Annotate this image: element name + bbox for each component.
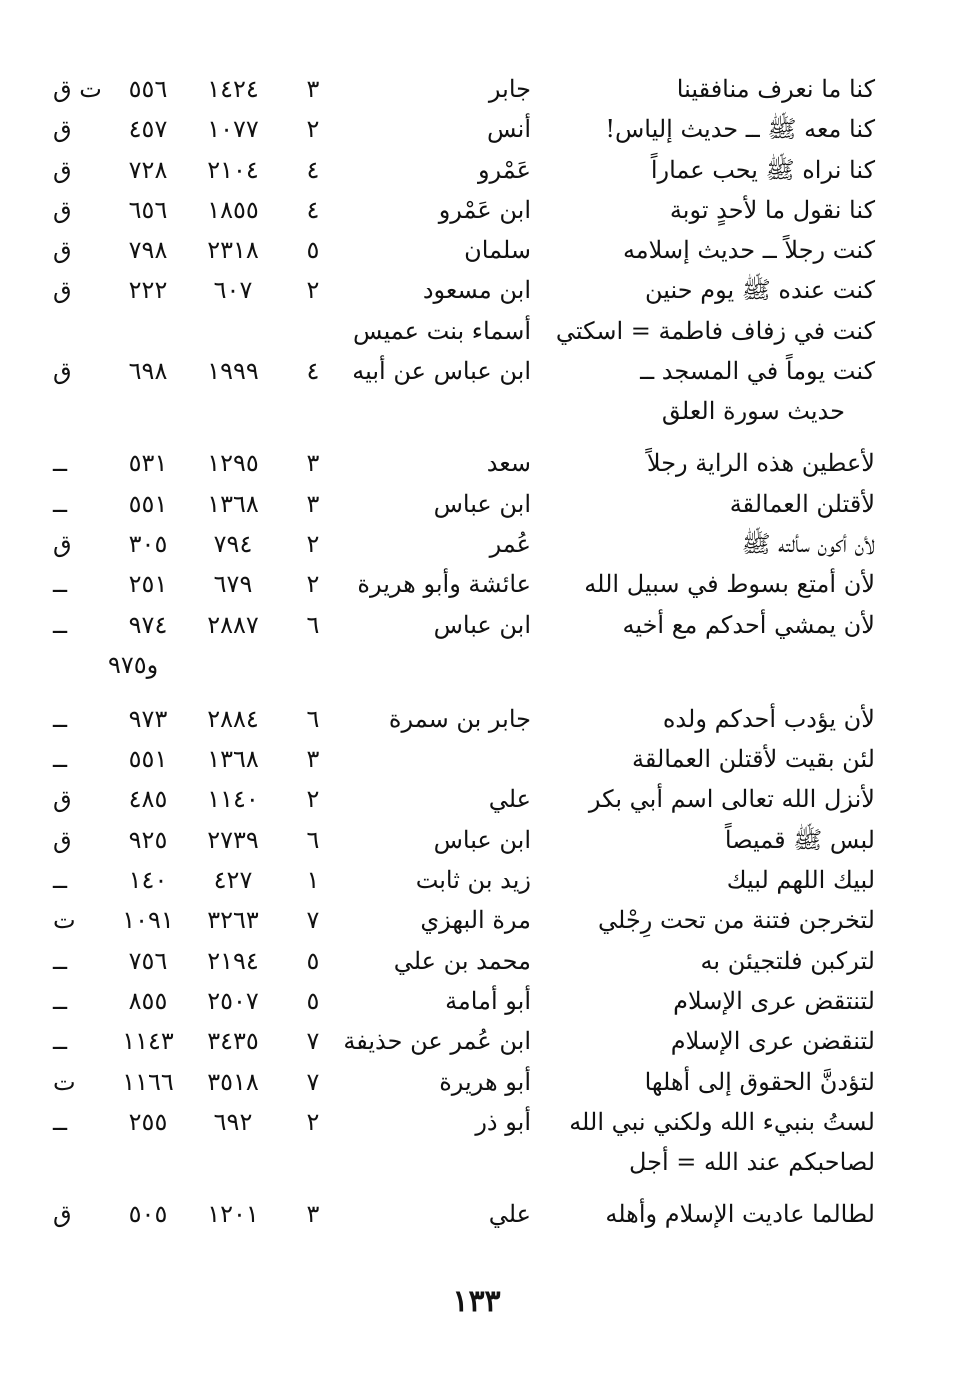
- hadith-number: ٢٨٨٤: [207, 704, 259, 733]
- page-ref: ٧٢٨: [128, 155, 168, 184]
- narrator: ابن عَمْرو: [438, 195, 531, 224]
- source-code: ــ: [53, 704, 68, 733]
- hadith-number: ١٩٩٩: [207, 357, 259, 386]
- hadith-text: لتؤدنَّ الحقوق إلى أهلها: [644, 1067, 875, 1096]
- volume: ٢: [306, 276, 320, 305]
- hadith-text: لستُ بنبيء الله ولكني نبي الله: [569, 1107, 875, 1136]
- source-code: ق: [53, 276, 72, 305]
- narrator: مرة البهزي: [420, 906, 531, 935]
- source-code: ــ: [53, 745, 68, 774]
- narrator: أبو أمامة: [445, 986, 531, 1015]
- hadith-text: لأن أمتع بسوط في سبيل الله: [584, 570, 875, 599]
- volume: ٣: [306, 745, 320, 774]
- source-code: ــ: [53, 1027, 68, 1056]
- page-ref: ٤٨٥: [128, 785, 168, 814]
- volume: ٣: [306, 449, 320, 478]
- page-ref: ٤٥٧: [128, 115, 168, 144]
- hadith-text: كنا ما نعرف منافقينا: [676, 75, 875, 103]
- narrator: جابر: [488, 75, 531, 103]
- page-ref: ٢٥٥: [128, 1107, 168, 1136]
- table-row: [0, 229, 953, 269]
- narrator: سعد: [486, 449, 531, 478]
- narrator: علي: [488, 785, 531, 814]
- source-code: ت: [53, 906, 76, 935]
- hadith-number: ١٢٠١: [207, 1200, 259, 1229]
- source-code: ق: [53, 236, 72, 265]
- hadith-text: لأن يمشي أحدكم مع أخيه: [622, 610, 875, 639]
- hadith-number: ٢٣١٨: [207, 236, 259, 265]
- narrator: عائشة وأبو هريرة: [357, 570, 531, 599]
- table-row: [0, 68, 953, 108]
- source-code: ت ق: [53, 75, 102, 103]
- page-ref: ٦٩٨: [128, 357, 168, 386]
- hadith-number: ١٤٢٤: [207, 75, 259, 103]
- table-row: [0, 269, 953, 309]
- table-row: [0, 604, 953, 644]
- hadith-index-table: [0, 68, 953, 1233]
- volume: ١: [306, 866, 320, 895]
- page-ref: ٣٠٥: [128, 529, 168, 558]
- page-ref: ٥٠٥: [128, 1200, 168, 1229]
- hadith-number: ٢٥٠٧: [207, 986, 259, 1015]
- hadith-number: ٤٢٧: [213, 866, 253, 895]
- hadith-text: كنا معه ﷺ ــ حديث إلياس!: [605, 115, 875, 144]
- hadith-text-continuation: حديث سورة العلق: [661, 397, 845, 426]
- hadith-text: لتركبن فلتجيئن به: [700, 946, 875, 975]
- hadith-number: ١٨٥٥: [207, 195, 259, 224]
- hadith-number: ٣٤٣٥: [207, 1027, 259, 1056]
- hadith-text: كنت يوماً في المسجد ــ: [640, 357, 875, 386]
- volume: ٥: [306, 946, 320, 975]
- volume: ٧: [306, 1027, 320, 1056]
- hadith-text: لأنزل الله تعالى اسم أبي بكر: [588, 785, 875, 814]
- hadith-text: لتنتقض عرى الإسلام: [673, 986, 875, 1015]
- table-row-continuation: [0, 1141, 953, 1193]
- page-ref: ٩٢٥: [128, 825, 168, 854]
- source-code: ق: [53, 357, 72, 386]
- table-row: [0, 778, 953, 818]
- table-row: [0, 899, 953, 939]
- source-code: ق: [53, 195, 72, 224]
- hadith-number: ١٣٦٨: [207, 489, 259, 518]
- hadith-text-continuation: لصاحبكم عند الله = أجل: [629, 1148, 875, 1177]
- narrator: ابن عباس: [433, 610, 531, 639]
- narrator: أسماء بنت عميس: [352, 316, 531, 345]
- hadith-number: ٢٨٨٧: [207, 610, 259, 639]
- table-row: [0, 563, 953, 603]
- hadith-number: ٢١٩٤: [207, 946, 259, 975]
- hadith-number: ١٣٦٨: [207, 745, 259, 774]
- volume: ٦: [306, 825, 320, 854]
- volume: ٥: [306, 986, 320, 1015]
- page-ref: ٩٧٤: [128, 610, 168, 639]
- source-code: ق: [53, 1200, 72, 1229]
- narrator: ابن عباس: [433, 825, 531, 854]
- narrator: أبو هريرة: [439, 1067, 531, 1096]
- hadith-text: لأقتلن العمالقة: [729, 489, 875, 518]
- volume: ٣: [306, 1200, 320, 1229]
- hadith-text: لطالما عاديت الإسلام وأهله: [605, 1200, 875, 1229]
- table-row: [0, 1020, 953, 1060]
- hadith-number: ٢١٠٤: [207, 155, 259, 184]
- page-ref: ٢٢٢: [128, 276, 168, 305]
- narrator: أبو ذر: [475, 1107, 531, 1136]
- table-row: [0, 310, 953, 350]
- hadith-text: كنا نقول ما لأحدٍ توبة: [669, 195, 875, 224]
- narrator: علي: [488, 1200, 531, 1229]
- volume: ٧: [306, 906, 320, 935]
- volume: ٧: [306, 1067, 320, 1096]
- hadith-number: ١١٤٠: [207, 785, 259, 814]
- volume: ٣: [306, 75, 320, 103]
- table-row-continuation: [0, 390, 953, 442]
- table-row: [0, 940, 953, 980]
- hadith-text: لتنقضن عرى الإسلام: [670, 1027, 875, 1056]
- hadith-text: لتخرجن فتنة من تحت رِجْلي: [598, 906, 875, 935]
- table-row: [0, 859, 953, 899]
- table-row: [0, 483, 953, 523]
- volume: ٦: [306, 610, 320, 639]
- page-ref: ١١٤٣: [122, 1027, 174, 1056]
- source-code: ــ: [53, 946, 68, 975]
- hadith-number: ٦٧٩: [213, 570, 253, 599]
- hadith-text: لبيك اللهم لبيك: [726, 866, 875, 895]
- page-ref: ٥٣١: [128, 449, 168, 478]
- source-code: ق: [53, 785, 72, 814]
- hadith-number: ٧٩٤: [213, 529, 253, 558]
- volume: ٤: [306, 357, 320, 386]
- page-ref: ٦٥٦: [128, 195, 168, 224]
- page-ref: ٩٧٣: [128, 704, 168, 733]
- volume: ٣: [306, 489, 320, 518]
- page-ref: ١٠٩١: [122, 906, 174, 935]
- source-code: ق: [53, 115, 72, 144]
- narrator: ابن عُمر عن حذيفة: [343, 1027, 531, 1056]
- volume: ٢: [306, 785, 320, 814]
- table-row: [0, 108, 953, 148]
- source-code: ــ: [53, 986, 68, 1015]
- page-ref: ٢٥١: [128, 570, 168, 599]
- hadith-number: ٦٩٢: [213, 1107, 253, 1136]
- source-code: ــ: [53, 866, 68, 895]
- page-ref: ١٤٠: [128, 866, 168, 895]
- table-row: [0, 350, 953, 390]
- table-row: [0, 523, 953, 563]
- source-code: ــ: [53, 449, 68, 478]
- hadith-text: لأن أكون سألته ﷺ: [741, 529, 875, 558]
- page-ref: ٨٥٥: [128, 986, 168, 1015]
- narrator: زيد بن ثابت: [415, 866, 531, 895]
- source-code: ق: [53, 529, 72, 558]
- volume: ٢: [306, 570, 320, 599]
- volume: ٤: [306, 155, 320, 184]
- table-row: [0, 189, 953, 229]
- volume: ٢: [306, 115, 320, 144]
- narrator: ابن عباس: [433, 489, 531, 518]
- page-number: ١٣٣: [452, 1284, 501, 1319]
- source-code: ق: [53, 825, 72, 854]
- hadith-number: ١٠٧٧: [207, 115, 259, 144]
- hadith-text: لئن بقيت لأقتلن العمالقة: [631, 745, 875, 774]
- hadith-text: كنت عنده ﷺ يوم حنين: [644, 276, 875, 305]
- hadith-text: لأعطين هذه الراية رجلاً: [646, 449, 875, 478]
- page-ref: ٧٥٦: [128, 946, 168, 975]
- hadith-number: ٣٥١٨: [207, 1067, 259, 1096]
- table-row: [0, 698, 953, 738]
- source-code: ــ: [53, 570, 68, 599]
- table-row: [0, 738, 953, 778]
- source-code: ت: [53, 1067, 76, 1096]
- narrator: سلمان: [464, 236, 531, 265]
- page-ref: ١١٦٦: [122, 1067, 174, 1096]
- hadith-text: كنت في زفاف فاطمة = اسكتي: [555, 316, 875, 345]
- hadith-text: كنت رجلاً ــ حديث إسلامه: [622, 236, 875, 265]
- table-row: [0, 1193, 953, 1233]
- narrator: محمد بن علي: [393, 946, 531, 975]
- page-ref: ٥٥٦: [128, 75, 168, 103]
- hadith-number: ٢٧٣٩: [207, 825, 259, 854]
- volume: ٥: [306, 236, 320, 265]
- table-row: [0, 819, 953, 859]
- table-row: [0, 149, 953, 189]
- page-ref: ٥٥١: [128, 745, 168, 774]
- narrator: عَمْرو: [477, 155, 531, 184]
- hadith-number: ٦٠٧: [213, 276, 253, 305]
- hadith-text: لأن يؤدب أحدكم ولده: [662, 704, 875, 733]
- page-ref-continuation: و٩٧٥: [108, 650, 159, 679]
- table-row-continuation: [0, 644, 953, 698]
- table-row: [0, 1101, 953, 1141]
- hadith-text: كنا نراه ﷺ يحب عماراً: [650, 155, 875, 184]
- narrator: أنس: [487, 115, 531, 144]
- narrator: ابن مسعود: [422, 276, 531, 305]
- source-code: ق: [53, 155, 72, 184]
- hadith-text: لبس ﷺ قميصاً: [724, 825, 875, 854]
- volume: ٢: [306, 529, 320, 558]
- narrator: عُمر: [489, 529, 531, 558]
- hadith-number: ٣٢٦٣: [207, 906, 259, 935]
- volume: ٤: [306, 195, 320, 224]
- table-row: [0, 1061, 953, 1101]
- hadith-number: ١٢٩٥: [207, 449, 259, 478]
- source-code: ــ: [53, 610, 68, 639]
- source-code: ــ: [53, 1107, 68, 1136]
- table-row: [0, 442, 953, 482]
- source-code: ــ: [53, 489, 68, 518]
- volume: ٢: [306, 1107, 320, 1136]
- page-ref: ٥٥١: [128, 489, 168, 518]
- narrator: جابر بن سمرة: [388, 704, 531, 733]
- narrator: ابن عباس عن أبيه: [352, 357, 531, 386]
- table-row: [0, 980, 953, 1020]
- page-ref: ٧٩٨: [128, 236, 168, 265]
- volume: ٦: [306, 704, 320, 733]
